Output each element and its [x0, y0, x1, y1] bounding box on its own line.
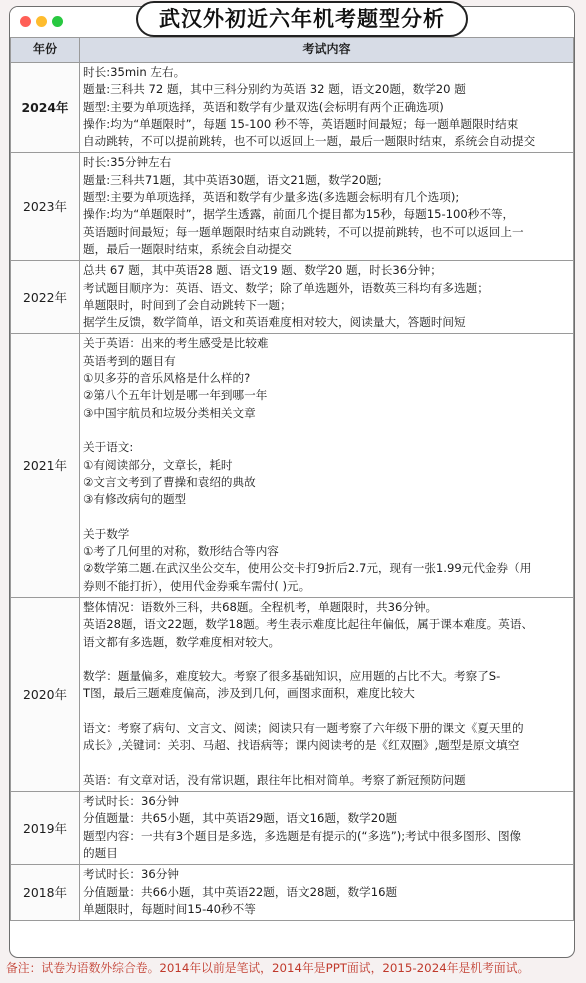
blank-line: [83, 755, 570, 772]
content-line: 关于语文:: [83, 440, 134, 455]
year-cell: 2018年: [11, 865, 80, 921]
content-cell: [80, 261, 574, 334]
content-line: ①有阅读部分，文章长，耗时: [83, 457, 233, 472]
maximize-dot-icon[interactable]: [52, 16, 63, 27]
content-line: 关于英语：出来的考生感受是比较难: [83, 336, 269, 351]
content-line: 券则不能打折），使用代金券乘车需付( )元。: [83, 578, 311, 593]
content-line: 题量:三科共71题，其中英语30题，语文21题，数学20题;: [83, 172, 382, 187]
content-line: 成长》,关键词：关羽、马超、找语病等；课内阅读考的是《红双圈》,题型是原文填空: [83, 738, 520, 753]
content-line: ②第八个五年计划是哪一年到哪一年: [83, 388, 268, 403]
content-line: 英语28题，语文22题，数学18题。考生表示难度比起往年偏低，属于课本难度。英语、: [83, 617, 534, 632]
content-cell: [80, 865, 574, 921]
footnote: 备注：试卷为语数外综合卷。2014年以前是笔试，2014年是PPT面试，2015-2024年是机考面试。: [6, 961, 530, 975]
content-line: ②文言文考到了曹操和袁绍的典故: [83, 474, 256, 489]
content-line: 单题限时，时间到了会自动跳转下一题；: [83, 297, 292, 312]
content-line: 操作:均为“单题限时”，据学生透露，前面几个提目都为15秒，每题15-100秒不等，: [83, 207, 515, 222]
content-line: 语文：考察了病句、文言文、阅读；阅读只有一题考察了六年级下册的课文《夏天里的: [83, 720, 524, 735]
table-body: [11, 63, 574, 921]
content-line: T图，最后三题难度偏高，涉及到几何，画图求面积，难度比较大: [83, 686, 415, 701]
close-dot-icon[interactable]: [20, 16, 31, 27]
minimize-dot-icon[interactable]: [36, 16, 47, 27]
content-line: 题型:主要为单项选择，英语和数学有少量多选(多选题会标明有几个选项);: [83, 190, 460, 205]
content-line: 语文都有多选题，数学难度相对较大。: [83, 634, 281, 649]
blank-line: [83, 651, 570, 668]
content-line: 英语考到的题目有: [83, 353, 176, 368]
year-cell: 2024年: [11, 63, 80, 153]
content-line: 考试题目顺序为：英语、语文、数学；除了单选题外，语数英三科均有多选题；: [83, 280, 489, 295]
content-line: 总共 67 题，其中英语28 题、语文19 题、数学20 题，时长36分钟；: [83, 263, 442, 278]
content-line: ②数学第二题.在武汉坐公交车，使用公交卡打9折后2.7元，现有一张1.99元代金券（用: [83, 561, 532, 576]
page-title: 武汉外初近六年机考题型分析: [136, 1, 468, 37]
content-line: 题量:三科共 72 题，其中三科分别约为英语 32 题，语文20题，数学20 题: [83, 82, 466, 97]
year-cell: 2020年: [11, 597, 80, 791]
content-line: 自动跳转，不可以提前跳转，也不可以返回上一题，最后一题限时结束，系统会自动提交: [83, 134, 536, 149]
table-row: [11, 865, 574, 921]
document-window: [9, 6, 575, 958]
content-line: 题，最后一题限时结束，系统会自动提交: [83, 241, 292, 256]
content-line: 分值题量：共65小题，其中英语29题，语文16题，数学20题: [83, 811, 398, 826]
table-header-row: [11, 38, 574, 63]
year-cell: 2019年: [11, 792, 80, 865]
content-cell: [80, 63, 574, 153]
content-line: ③中国宇航员和垃圾分类相关文章: [83, 405, 256, 420]
blank-line: [83, 703, 570, 720]
year-cell: 2022年: [11, 261, 80, 334]
content-line: 关于数学: [83, 526, 130, 541]
table-row: [11, 261, 574, 334]
content-line: 英语题时间最短；每一题单题限时结束自动跳转，不可以提前跳转，也不可以返回上一: [83, 224, 524, 239]
year-cell: 2021年: [11, 334, 80, 597]
blank-line: [83, 508, 570, 525]
content-line: 数学：题量偏多，难度较大。考察了很多基础知识，应用题的占比不大。考察了S-: [83, 669, 501, 684]
content-line: 考试时长：36分钟: [83, 867, 179, 882]
content-cell: [80, 597, 574, 791]
content-cell: [80, 334, 574, 597]
table-row: [11, 63, 574, 153]
content-cell: [80, 153, 574, 261]
content-cell: [80, 792, 574, 865]
content-line: 时长:35min 左右。: [83, 65, 186, 79]
window-controls: [20, 16, 63, 27]
table-row: [11, 792, 574, 865]
content-column-header: 考试内容: [80, 38, 574, 63]
content-line: ①考了几何里的对称，数形结合等内容: [83, 544, 279, 559]
table-row: [11, 153, 574, 261]
year-column-header: 年份: [11, 38, 80, 63]
content-line: ①贝多芬的音乐风格是什么样的?: [83, 371, 251, 386]
content-line: 分值题量：共66小题，其中英语22题，语文28题，数学16题: [83, 884, 398, 899]
content-line: 题型内容：一共有3个题目是多选，多选题是有提示的(“多选”);考试中很多图形、图像: [83, 828, 522, 843]
content-line: ③有修改病句的题型: [83, 492, 187, 507]
content-line: 整体情况：语数外三科，共68题。全程机考，单题限时，共36分钟。: [83, 599, 438, 614]
content-line: 时长:35分钟左右: [83, 155, 172, 170]
exam-analysis-table: [10, 37, 574, 921]
content-line: 英语：有文章对话，没有常识题，跟往年比相对简单。考察了新冠预防问题: [83, 772, 466, 787]
table-row: [11, 334, 574, 597]
table-row: [11, 597, 574, 791]
content-line: 据学生反馈，数学简单，语文和英语难度相对较大，阅读量大，答题时间短: [83, 315, 466, 330]
blank-line: [83, 422, 570, 439]
content-line: 操作:均为“单题限时”，每题 15-100 秒不等，英语题时间最短；每一题单题限时结束: [83, 116, 519, 131]
content-line: 的题目: [83, 846, 118, 861]
year-cell: 2023年: [11, 153, 80, 261]
content-line: 题型:主要为单项选择，英语和数学有少量双选(会标明有两个正确选项): [83, 99, 444, 114]
content-line: 考试时长：36分钟: [83, 794, 179, 809]
content-line: 单题限时，每题时间15-40秒不等: [83, 901, 256, 916]
